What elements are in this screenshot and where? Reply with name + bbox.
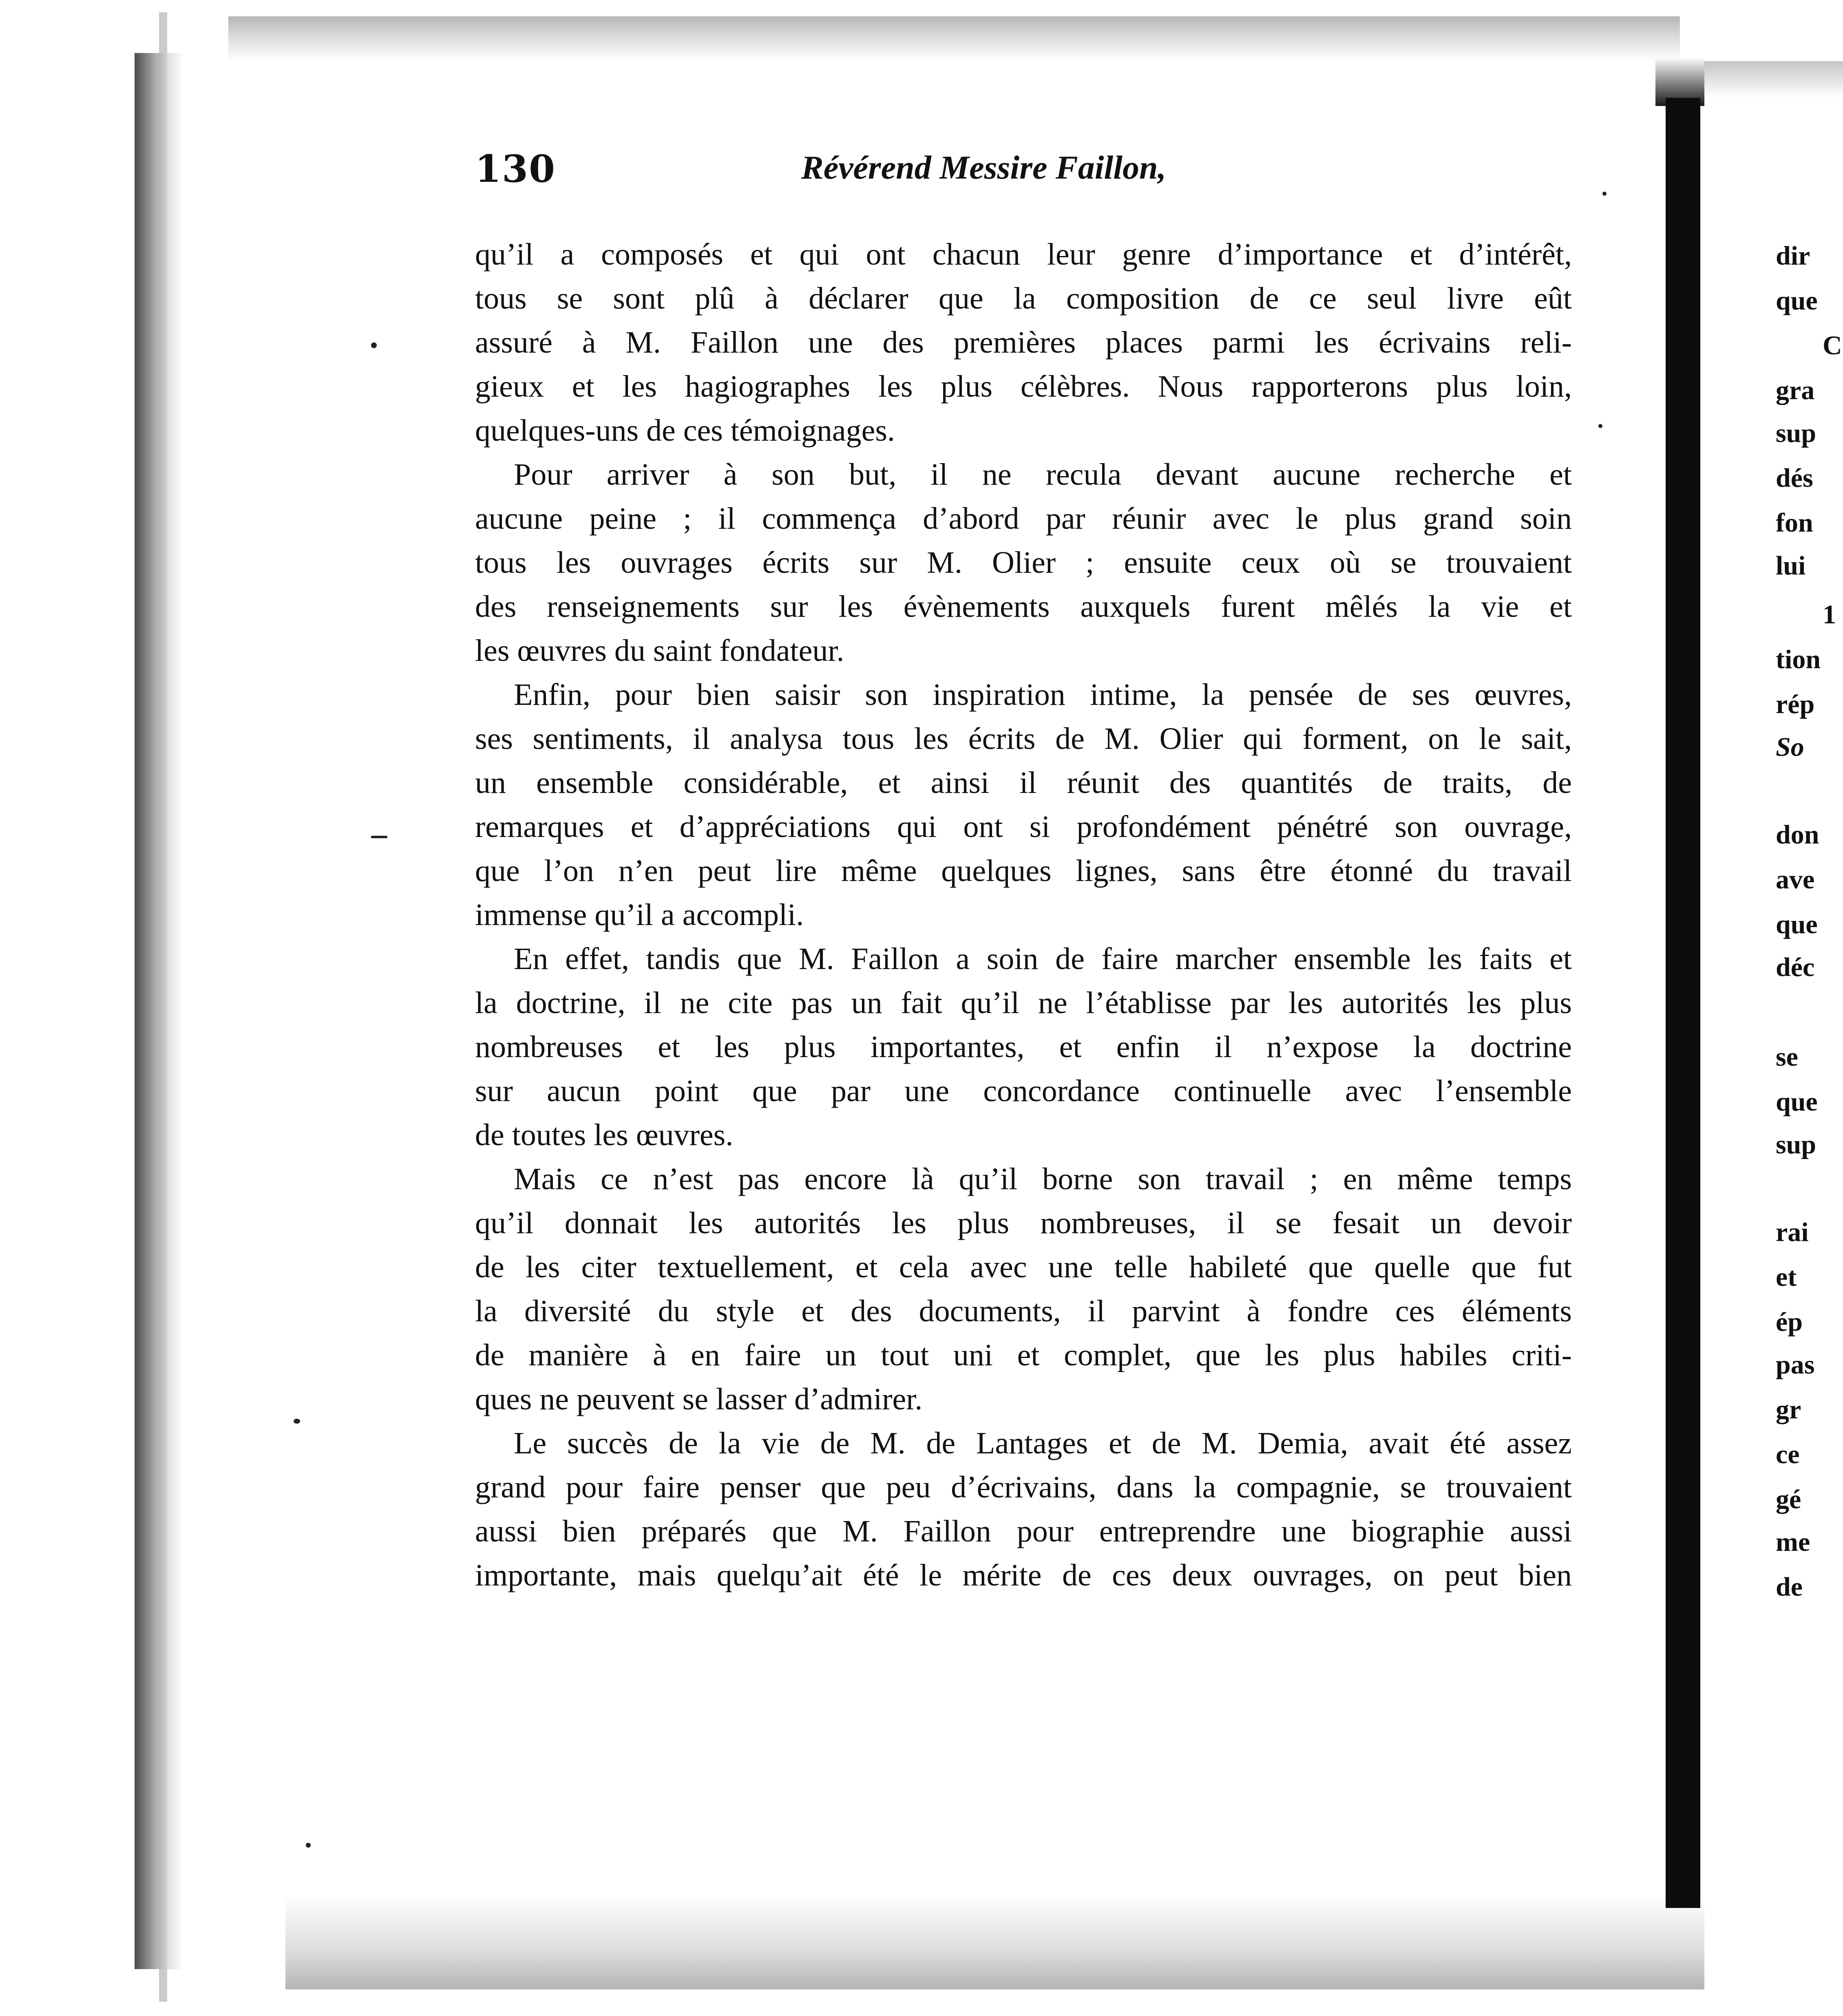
- book-spine: [1666, 98, 1700, 1908]
- facing-fragment: et: [1776, 1262, 1797, 1292]
- text-line: gieux et les hagiographes les plus célèbres. Nous rapporterons plus loin,: [475, 369, 1572, 404]
- facing-fragment: lui: [1776, 551, 1806, 581]
- text-line: immense qu’il a accompli.: [475, 898, 804, 932]
- text-line: que l’on n’en peut lire même quelques lignes, sans être étonné du travail: [475, 854, 1572, 888]
- text-line: nombreuses et les plus importantes, et enfin il n’expose la doctrine: [475, 1030, 1572, 1064]
- text-line: de toutes les œuvres.: [475, 1118, 734, 1152]
- text-line: ses sentiments, il analysa tous les écrits de M. Olier qui forment, on le sait,: [475, 722, 1572, 756]
- text-line: de les citer textuellement, et cela avec une telle habileté que quelle que fut: [475, 1250, 1572, 1284]
- text-line: remarques et d’appréciations qui ont si profondément pénétré son ouvrage,: [475, 810, 1572, 844]
- facing-fragment: que: [1776, 1087, 1818, 1117]
- facing-fragment: So: [1776, 732, 1804, 762]
- text-line: Mais ce n’est pas encore là qu’il borne son travail ; en même temps: [514, 1162, 1572, 1196]
- facing-fragment: ce: [1776, 1440, 1800, 1469]
- text-line: Pour arriver à son but, il ne recula devant aucune recherche et: [514, 457, 1572, 492]
- scan-speck: [1598, 424, 1602, 428]
- text-line: Enfin, pour bien saisir son inspiration intime, la pensée de ses œuvres,: [514, 678, 1572, 712]
- facing-page-top-shadow: [1704, 61, 1843, 98]
- text-line: de manière à en faire un tout uni et complet, que les plus habiles criti-: [475, 1338, 1572, 1372]
- scan-edge-top: [228, 16, 1680, 61]
- facing-fragment: de: [1776, 1572, 1803, 1602]
- scan-speck: [294, 1419, 300, 1424]
- running-header: [475, 147, 1596, 200]
- text-line: la diversité du style et des documents, il parvint à fondre ces éléments: [475, 1294, 1572, 1328]
- body-text: [475, 232, 1572, 1597]
- text-line: la doctrine, il ne cite pas un fait qu’il ne l’établisse par les autorités les plus: [475, 986, 1572, 1020]
- facing-fragment: sup: [1776, 1130, 1816, 1159]
- facing-fragment: gra: [1776, 375, 1815, 405]
- text-line: tous les ouvrages écrits sur M. Olier ; ensuite ceux où se trouvaient: [475, 545, 1572, 580]
- facing-fragment: gr: [1776, 1395, 1801, 1424]
- facing-fragment: tion: [1776, 645, 1821, 674]
- facing-fragment: dés: [1776, 463, 1813, 493]
- text-line: les œuvres du saint fondateur.: [475, 634, 844, 668]
- text-line: sur aucun point que par une concordance continuelle avec l’ensemble: [475, 1074, 1572, 1108]
- text-line: Le succès de la vie de M. de Lantages et de M. Demia, avait été assez: [514, 1426, 1572, 1460]
- text-line: tous se sont plû à déclarer que la composition de ce seul livre eût: [475, 281, 1572, 316]
- scan-speck: [306, 1843, 311, 1848]
- facing-page-strip: [1704, 0, 1843, 2016]
- text-line: En effet, tandis que M. Faillon a soin de faire marcher ensemble les faits et: [514, 942, 1572, 976]
- facing-fragment: que: [1776, 286, 1818, 316]
- facing-fragment: se: [1776, 1042, 1798, 1072]
- text-line: ques ne peuvent se lasser d’admirer.: [475, 1382, 923, 1416]
- text-line: assuré à M. Faillon une des premières places parmi les écrivains reli-: [475, 325, 1572, 360]
- scan-speck: [371, 342, 377, 348]
- scan-edge-left: [135, 53, 183, 1969]
- text-line: aucune peine ; il commença d’abord par réunir avec le plus grand soin: [475, 501, 1572, 536]
- facing-fragment: me: [1776, 1527, 1810, 1557]
- text-line: grand pour faire penser que peu d’écrivains, dans la compagnie, se trouvaient: [475, 1470, 1572, 1504]
- facing-fragment: 1: [1823, 600, 1836, 629]
- facing-fragment: dir: [1776, 241, 1810, 271]
- text-line: des renseignements sur les évènements auxquels furent mêlés la vie et: [475, 590, 1572, 624]
- facing-fragment: gé: [1776, 1484, 1801, 1514]
- text-line: un ensemble considérable, et ainsi il réunit des quantités de traits, de: [475, 766, 1572, 800]
- text-line: quelques-uns de ces témoignages.: [475, 413, 895, 448]
- facing-fragment: C: [1823, 331, 1842, 360]
- running-title: Révérend Messire Faillon,: [801, 149, 1167, 186]
- facing-fragment: pas: [1776, 1350, 1815, 1380]
- facing-fragment: ave: [1776, 865, 1815, 894]
- page-number: 130: [475, 147, 556, 191]
- facing-fragment: fon: [1776, 508, 1813, 538]
- scan-edge-bottom: [285, 1896, 1713, 1990]
- scan-speck: [1602, 192, 1607, 196]
- facing-fragment: rép: [1776, 689, 1815, 719]
- facing-fragment: déc: [1776, 952, 1815, 982]
- facing-fragment: ép: [1776, 1307, 1803, 1337]
- scan-speck: [371, 836, 387, 838]
- text-line: importante, mais quelqu’ait été le mérite de ces deux ouvrages, on peut bien: [475, 1558, 1572, 1592]
- facing-fragment: que: [1776, 910, 1818, 939]
- text-line: qu’il a composés et qui ont chacun leur genre d’importance et d’intérêt,: [475, 237, 1572, 272]
- facing-fragment: rai: [1776, 1217, 1809, 1247]
- text-line: aussi bien préparés que M. Faillon pour entreprendre une biographie aussi: [475, 1514, 1572, 1548]
- text-line: qu’il donnait les autorités les plus nombreuses, il se fesait un devoir: [475, 1206, 1572, 1240]
- facing-fragment: sup: [1776, 418, 1816, 448]
- facing-fragment: don: [1776, 820, 1819, 850]
